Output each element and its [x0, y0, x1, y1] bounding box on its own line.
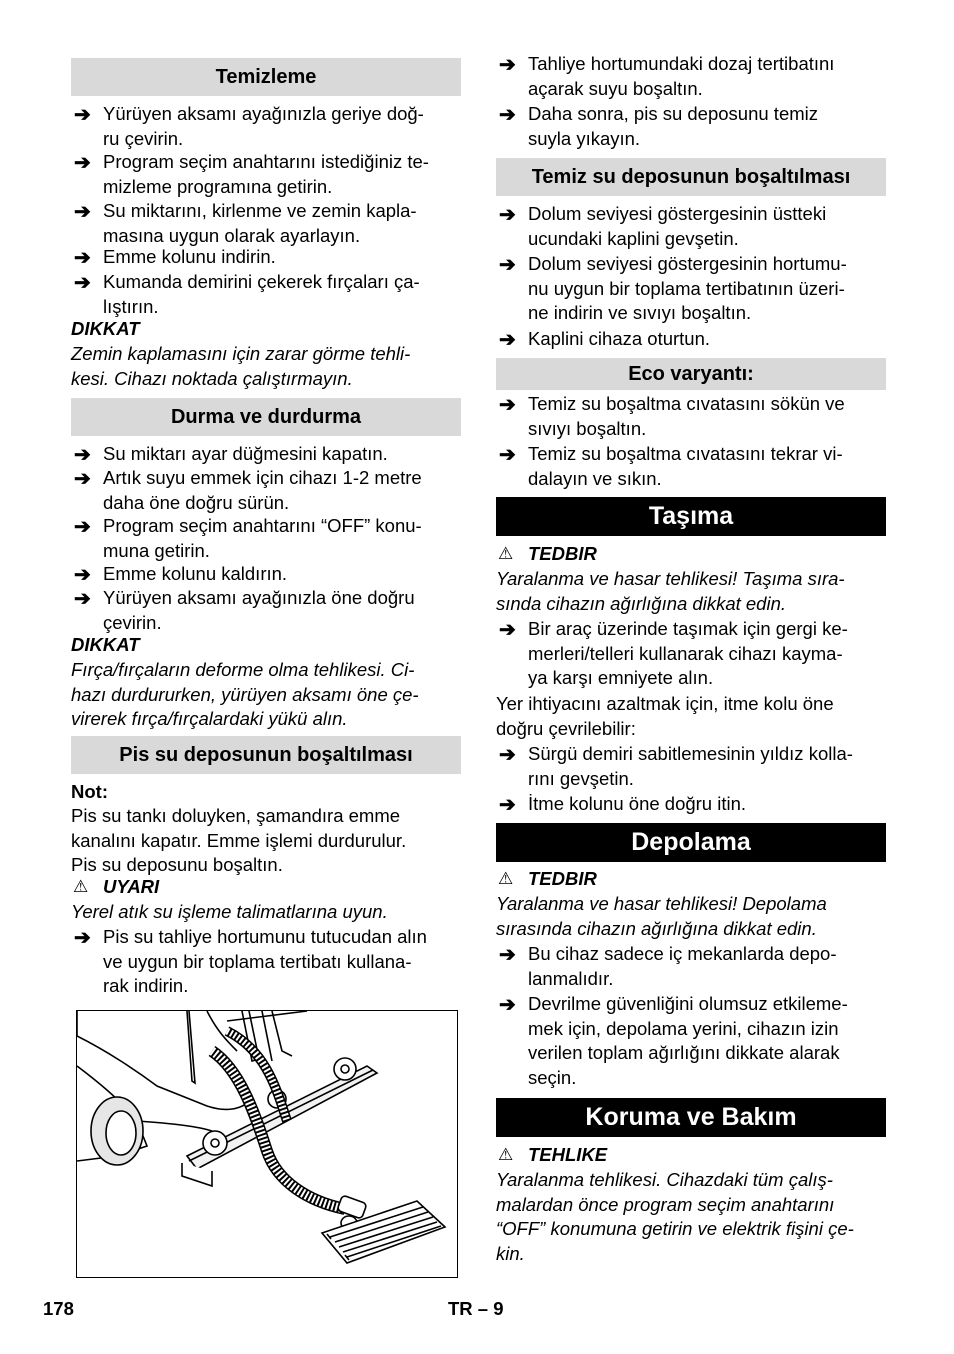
- arrow-right-icon: ➔: [74, 201, 91, 223]
- section-code: TR – 9: [448, 1298, 504, 1319]
- chapter-heading-depolama: Depolama: [496, 823, 886, 862]
- section-heading-temiz-su: Temiz su deposunun boşaltılması: [496, 158, 886, 196]
- arrow-right-icon: ➔: [499, 394, 516, 416]
- caution-text: Zemin kaplamasını için zarar görme tehli- kesi. Cihazı noktada çalıştırmayın.: [71, 343, 411, 389]
- arrow-right-icon: ➔: [74, 152, 91, 174]
- arrow-right-icon: ➔: [499, 329, 516, 351]
- arrow-right-icon: ➔: [499, 994, 516, 1016]
- arrow-right-icon: ➔: [74, 468, 91, 490]
- arrow-right-icon: ➔: [74, 272, 91, 294]
- step-item: ➔ Dolum seviyesi göstergesinin hortumu- nu uygun bir toplama tertibatının üzeri- ne indirin ve sıvıyı boşaltın.: [499, 253, 847, 323]
- arrow-right-icon: ➔: [74, 247, 91, 269]
- warning-triangle-icon: ⚠: [498, 544, 514, 563]
- danger-label: ⚠ TEHLIKE: [496, 1143, 918, 1168]
- caution-text: Fırça/fırçaların deforme olma tehlikesi. Ci- hazı durdururken, yürüyen aksamı öne çe- virerek fırça/fırçalardaki yükü alın.: [71, 659, 419, 729]
- arrow-right-icon: ➔: [74, 927, 91, 949]
- arrow-right-icon: ➔: [499, 619, 516, 641]
- arrow-right-icon: ➔: [499, 254, 516, 276]
- arrow-right-icon: ➔: [499, 794, 516, 816]
- arrow-right-icon: ➔: [74, 564, 91, 586]
- arrow-right-icon: ➔: [74, 104, 91, 126]
- caution-label: DIKKAT: [71, 634, 140, 655]
- arrow-right-icon: ➔: [74, 588, 91, 610]
- section-heading-durma: Durma ve durdurma: [71, 398, 461, 436]
- step-item: ➔ Sürgü demiri sabitlemesinin yıldız kolla- rını gevşetin.: [499, 743, 853, 789]
- step-item: ➔ Tahliye hortumundaki dozaj tertibatını açarak suyu boşaltın.: [499, 53, 835, 99]
- step-item: ➔ Program seçim anahtarını istediğiniz te- mizleme programına getirin.: [74, 151, 429, 197]
- chapter-heading-koruma: Koruma ve Bakım: [496, 1098, 886, 1137]
- arrow-right-icon: ➔: [499, 204, 516, 226]
- arrow-right-icon: ➔: [499, 104, 516, 126]
- note-text: Pis su tankı doluyken, şamandıra emme kanalını kapatır. Emme işlemi durdurulur. Pis su deposunu boşaltın.: [71, 805, 407, 875]
- arrow-right-icon: ➔: [499, 54, 516, 76]
- step-item: ➔ Program seçim anahtarını “OFF” konu- muna getirin.: [74, 515, 422, 561]
- step-item: ➔ Pis su tahliye hortumunu tutucudan alın ve uygun bir toplama tertibatı kullana- rak indirin.: [74, 926, 427, 996]
- warning-triangle-icon: ⚠: [73, 877, 89, 896]
- step-item: ➔ Bu cihaz sadece iç mekanlarda depo- lanmalıdır.: [499, 943, 837, 989]
- caution-text: Yaralanma ve hasar tehlikesi! Taşıma sıra- sında cihazın ağırlığına dikkat edin.: [496, 568, 845, 614]
- step-item: ➔ Yürüyen aksamı ayağınızla geriye doğ- ru çevirin.: [74, 103, 424, 149]
- page-number: 178: [43, 1298, 74, 1319]
- step-item: ➔ Yürüyen aksamı ayağınızla öne doğru çevirin.: [74, 587, 415, 633]
- step-item: ➔ Dolum seviyesi göstergesinin üstteki ucundaki kaplini gevşetin.: [499, 203, 827, 249]
- warning-label: ⚠ UYARI: [71, 875, 493, 900]
- note-label: Not:: [71, 781, 108, 802]
- step-item: ➔ Daha sonra, pis su deposunu temiz suyla yıkayın.: [499, 103, 819, 149]
- step-item: ➔ Emme kolunu indirin.: [74, 246, 276, 269]
- arrow-right-icon: ➔: [74, 444, 91, 466]
- body-text: Yer ihtiyacını azaltmak için, itme kolu öne doğru çevrilebilir:: [496, 693, 834, 739]
- drain-hose-illustration: [76, 1010, 458, 1278]
- machine-drawing: [77, 1011, 458, 1278]
- step-item: ➔ Temiz su boşaltma cıvatasını sökün ve sıvıyı boşaltın.: [499, 393, 845, 439]
- step-item: ➔ Su miktarını, kirlenme ve zemin kapla- masına uygun olarak ayarlayın.: [74, 200, 417, 246]
- caution-label: ⚠ TEDBIR: [496, 542, 918, 567]
- section-heading-eco: Eco varyantı:: [496, 358, 886, 390]
- step-item: ➔ Kumanda demirini çekerek fırçaları ça- lıştırın.: [74, 271, 420, 317]
- warning-text: Yerel atık su işleme talimatlarına uyun.: [71, 901, 388, 922]
- step-item: ➔ Emme kolunu kaldırın.: [74, 563, 288, 586]
- arrow-right-icon: ➔: [499, 744, 516, 766]
- caution-label: ⚠ TEDBIR: [496, 867, 918, 892]
- step-item: ➔ Artık suyu emmek için cihazı 1-2 metre daha öne doğru sürün.: [74, 467, 422, 513]
- step-item: ➔ İtme kolunu öne doğru itin.: [499, 793, 747, 816]
- chapter-heading-tasima: Taşıma: [496, 497, 886, 536]
- caution-label: DIKKAT: [71, 318, 140, 339]
- step-item: ➔ Temiz su boşaltma cıvatasını tekrar vi- dalayın ve sıkın.: [499, 443, 843, 489]
- arrow-right-icon: ➔: [499, 444, 516, 466]
- step-item: ➔ Su miktarı ayar düğmesini kapatın.: [74, 443, 388, 466]
- warning-triangle-icon: ⚠: [498, 1145, 514, 1164]
- step-item: ➔ Bir araç üzerinde taşımak için gergi ke- merleri/telleri kullanarak cihazı kayma- ya karşı emniyete alın.: [499, 618, 848, 688]
- step-item: ➔ Kaplini cihaza oturtun.: [499, 328, 711, 351]
- section-heading-temizleme: Temizleme: [71, 58, 461, 96]
- step-item: ➔ Devrilme güvenliğini olumsuz etkileme- mek için, depolama yerini, cihazın izin verilen toplam ağırlığını dikkate alarak seçin.: [499, 993, 848, 1088]
- warning-triangle-icon: ⚠: [498, 869, 514, 888]
- arrow-right-icon: ➔: [499, 944, 516, 966]
- arrow-right-icon: ➔: [74, 516, 91, 538]
- caution-text: Yaralanma ve hasar tehlikesi! Depolama sırasında cihazın ağırlığına dikkat edin.: [496, 893, 827, 939]
- section-heading-pis-su: Pis su deposunun boşaltılması: [71, 736, 461, 774]
- danger-text: Yaralanma tehlikesi. Cihazdaki tüm çalış- malardan önce program seçim anahtarını “OFF” konumuna getirin ve elektrik fişini çe- kin.: [496, 1169, 854, 1264]
